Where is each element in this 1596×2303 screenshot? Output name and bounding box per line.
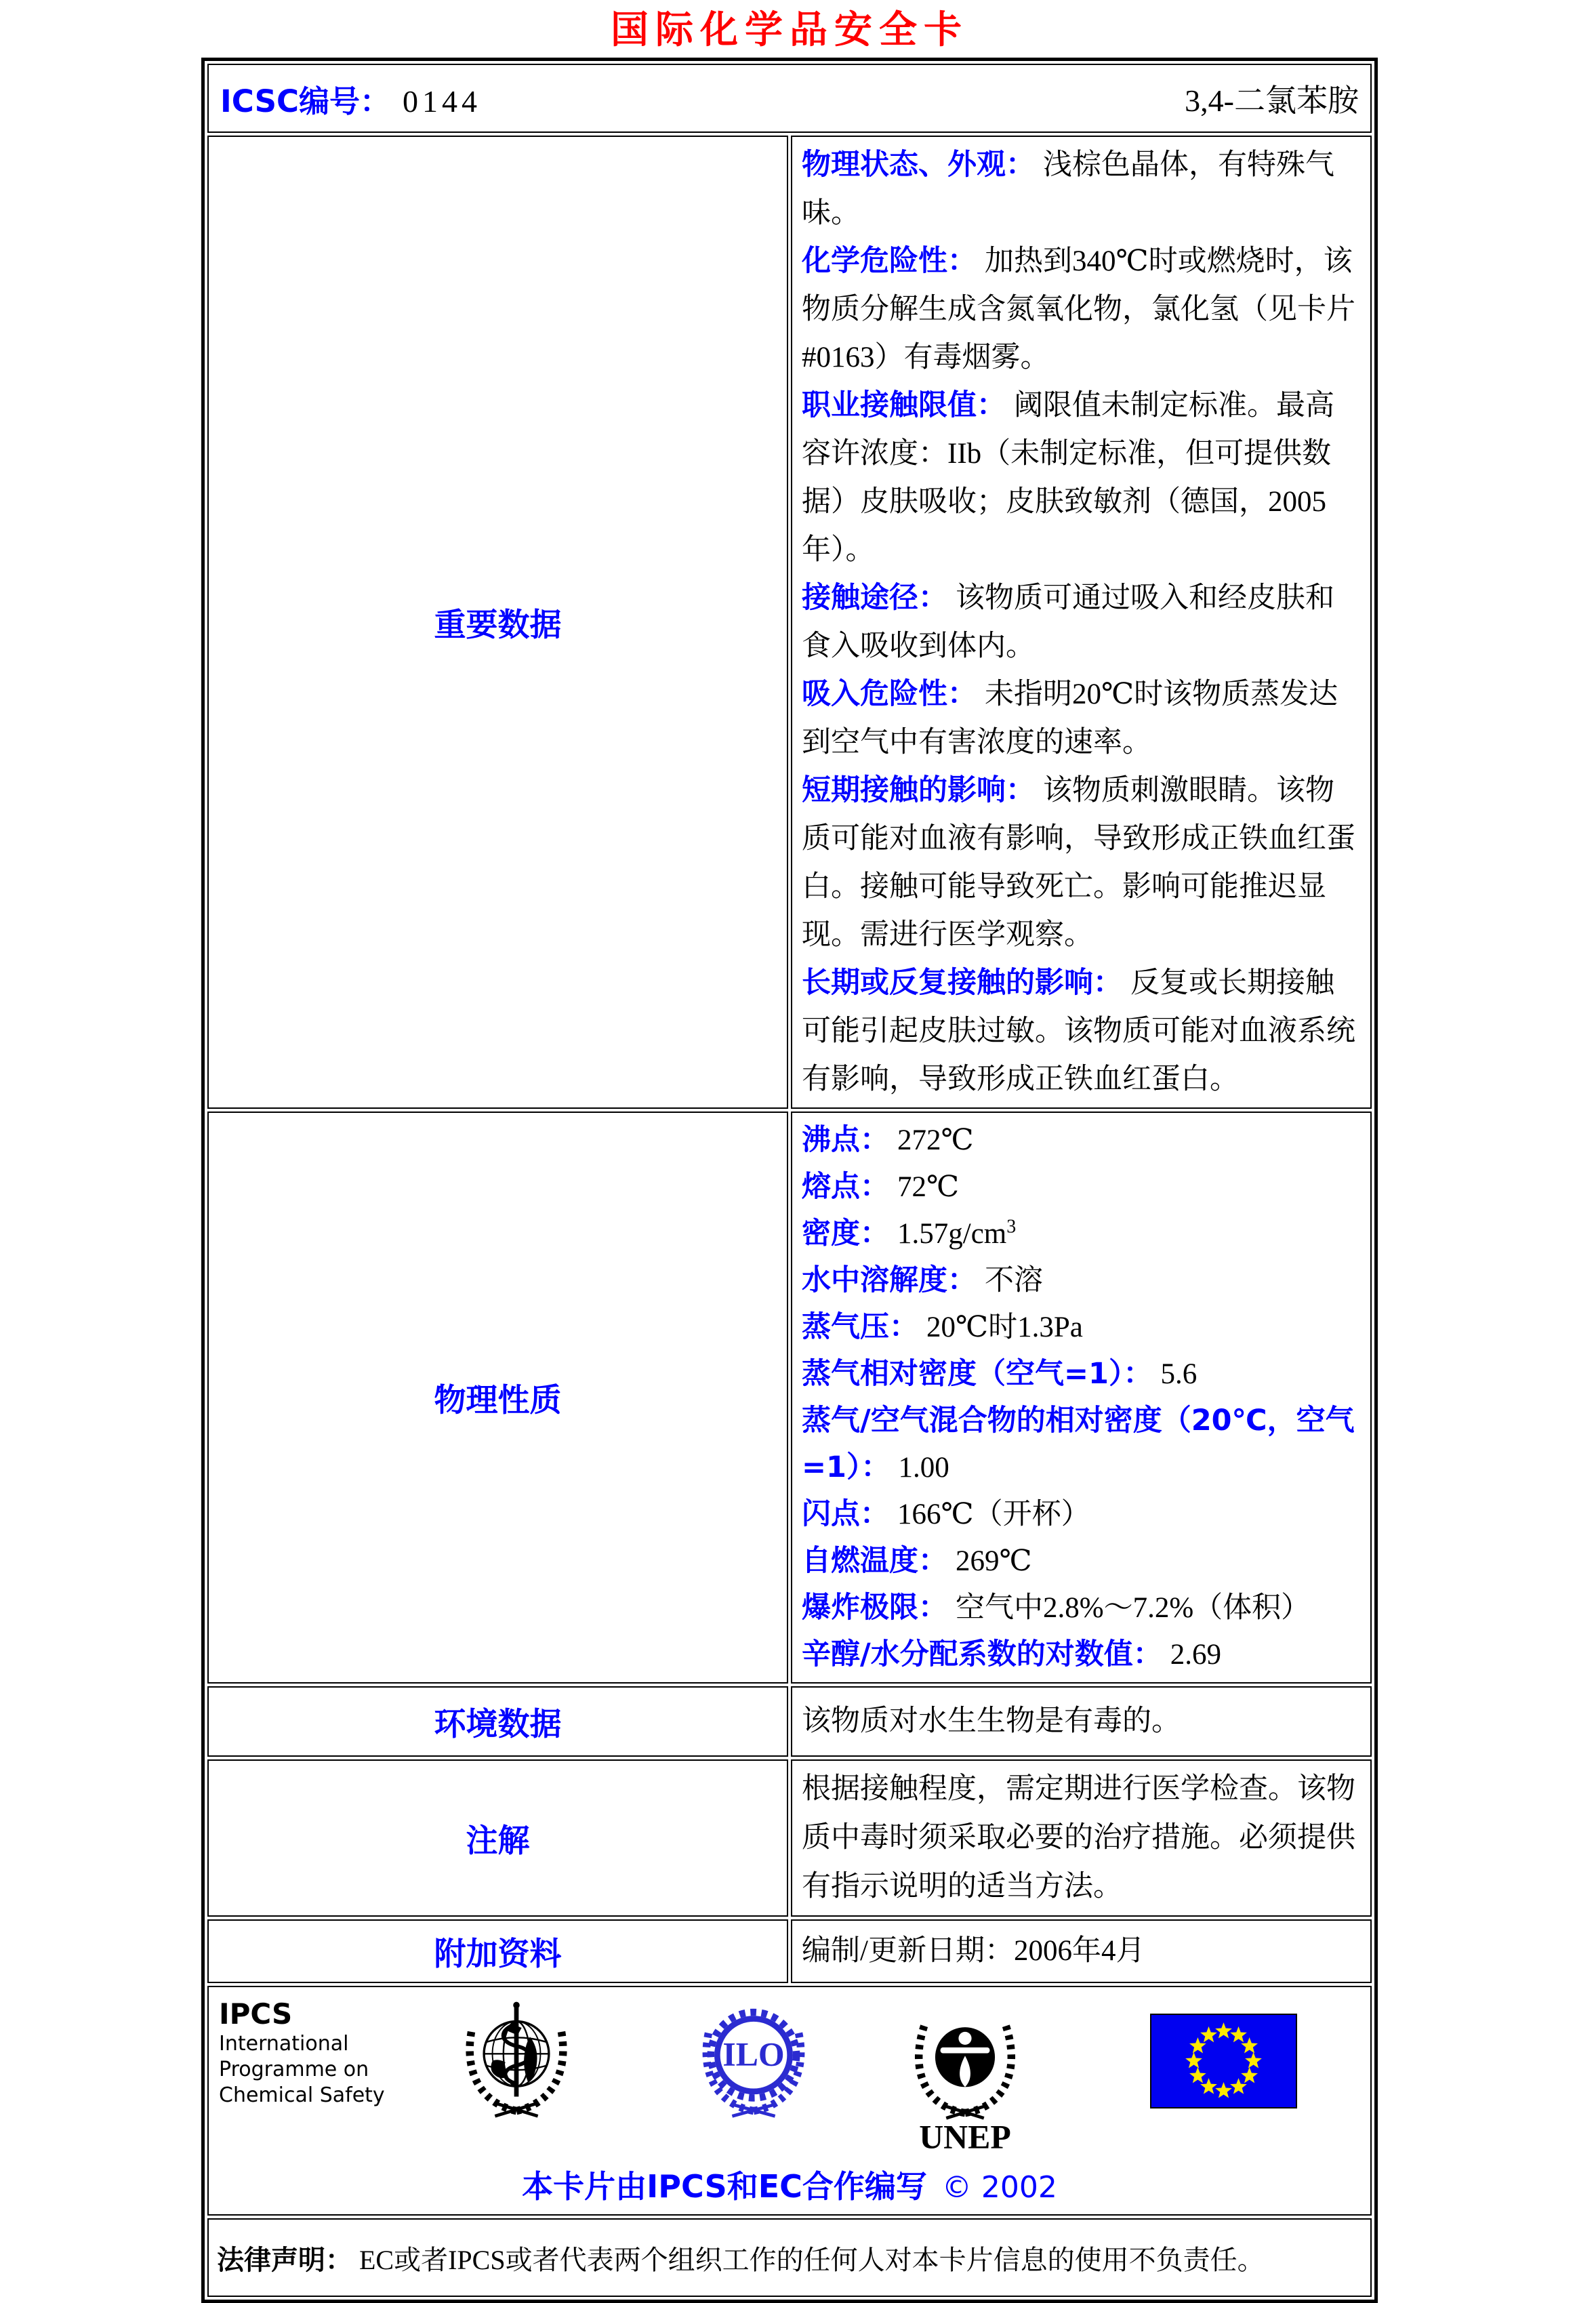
field-value: 该物质可通过吸入和经皮肤和食入吸收到体内。 [802, 582, 1334, 662]
copyright-text: © 2002 [941, 2170, 1057, 2205]
credit-line [209, 2162, 1370, 2207]
field-label: 水中溶解度： [802, 1263, 977, 1297]
field-value: 1.00 [898, 1452, 949, 1484]
data-field [802, 670, 1361, 767]
data-field [802, 1257, 1361, 1304]
ilo-letters: ILO [722, 2035, 785, 2073]
legal-cell [207, 2218, 1372, 2297]
ipcs-full-line: Chemical Safety [219, 2083, 385, 2107]
icsc-number-label: ICSC编号： [220, 83, 391, 119]
environmental-data-section-label [207, 1686, 788, 1757]
ipcs-full-line: International [219, 2032, 349, 2056]
ipcs-block [213, 1997, 417, 2108]
field-label: 爆炸极限： [802, 1591, 947, 1625]
footer-row [207, 1986, 1372, 2216]
important-data-items [802, 141, 1361, 1103]
field-label: 接触途径： [802, 581, 947, 615]
legal-text: EC或者IPCS或者代表两个组织工作的任何人对本卡片信息的使用不负责任。 [359, 2244, 1265, 2275]
icsc-number-group [220, 77, 481, 121]
section-label-text: 环境数据 [434, 1705, 562, 1743]
important-data-row [207, 136, 1372, 1109]
field-label: 沸点： [802, 1123, 889, 1157]
credit-text: 本卡片由IPCS和EC合作编写 [522, 2168, 927, 2205]
field-label: 自燃温度： [802, 1544, 947, 1578]
field-label: 蒸气/空气混合物的相对密度（20℃，空气=1）： [802, 1404, 1355, 1484]
icsc-number-value: 0144 [403, 83, 482, 119]
notes-content-cell [791, 1759, 1372, 1917]
notes-text: 根据接触程度，需定期进行医学检查。该物质中毒时须采取必要的治疗措施。必须提供有指示说明的适当方法。 [802, 1773, 1355, 1902]
data-field [802, 767, 1361, 959]
icsc-card-table [201, 58, 1378, 2303]
header-row [207, 64, 1372, 133]
notes-section-label [207, 1759, 788, 1917]
field-value: 未指明20℃时该物质蒸发达到空气中有害浓度的速率。 [802, 678, 1338, 758]
field-value: 该物质刺激眼睛。该物质可能对血液有影响，导致形成正铁血红蛋白。接触可能导致死亡。影响可能推迟显现。需进行医学观察。 [802, 775, 1355, 951]
field-label: 短期接触的影响： [802, 773, 1035, 807]
environmental-data-row [207, 1686, 1372, 1757]
field-label: 蒸气相对密度（空气=1）： [802, 1357, 1153, 1391]
field-label: 闪点： [802, 1497, 889, 1531]
field-label: 蒸气压： [802, 1310, 918, 1344]
who-logo-icon [455, 1997, 578, 2123]
data-field [802, 382, 1361, 574]
field-value: 浅棕色晶体，有特殊气味。 [802, 149, 1334, 229]
logo-strip [209, 1988, 1370, 2158]
eu-flag-icon [1150, 2014, 1297, 2112]
field-value: 加热到340℃时或燃烧时，该物质分解生成含氮氧化物，氯化氢（见卡片#0163）有毒烟雾。 [802, 245, 1355, 373]
data-field [802, 237, 1361, 382]
additional-info-row [207, 1919, 1372, 1983]
data-field [802, 574, 1361, 670]
field-value: 阈限值未制定标准。最高容许浓度：IIb（未制定标准，但可提供数据）皮肤吸收；皮肤致敏剂（德国，2005年）。 [802, 390, 1334, 566]
footer-cell [207, 1986, 1372, 2216]
update-date-value: 2006年4月 [1013, 1935, 1145, 1967]
section-label-text: 注解 [466, 1822, 530, 1860]
field-value: 空气中2.8%～7.2%（体积） [956, 1592, 1311, 1624]
field-label: 职业接触限值： [802, 388, 1006, 422]
unep-letters: UNEP [919, 2118, 1011, 2156]
data-field [802, 1117, 1361, 1164]
ipcs-full-line: Programme on [219, 2058, 369, 2081]
header-cell [207, 64, 1372, 133]
legal-label: 法律声明： [217, 2244, 352, 2276]
unep-logo-icon [903, 1997, 1027, 2158]
data-field [802, 1491, 1361, 1538]
field-label: 长期或反复接触的影响： [802, 966, 1122, 1000]
field-label: 辛醇/水分配系数的对数值： [802, 1637, 1162, 1671]
physical-properties-section-label [207, 1112, 788, 1684]
important-data-content-cell [791, 136, 1372, 1109]
section-label-text: 附加资料 [434, 1935, 562, 1973]
data-field [802, 1210, 1361, 1257]
superscript: 3 [1006, 1216, 1017, 1238]
chemical-name: 3,4-二氯苯胺 [1185, 83, 1359, 118]
data-field [802, 1538, 1361, 1585]
physical-properties-items [802, 1117, 1361, 1678]
physical-properties-row [207, 1112, 1372, 1684]
field-value: 2.69 [1170, 1639, 1221, 1671]
field-value: 5.6 [1160, 1358, 1198, 1390]
field-label: 化学危险性： [802, 244, 977, 278]
data-field [802, 959, 1361, 1103]
data-field [802, 141, 1361, 237]
page-title: 国际化学品安全卡 [611, 8, 968, 52]
legal-row [207, 2218, 1372, 2297]
data-field [802, 1164, 1361, 1210]
important-data-section-label [207, 136, 788, 1109]
field-value: 20℃时1.3Pa [926, 1311, 1083, 1343]
notes-row [207, 1759, 1372, 1917]
additional-info-text [802, 1929, 1361, 1974]
field-value: 72℃ [897, 1171, 960, 1203]
environmental-data-text: 该物质对水生生物是有毒的。 [802, 1705, 1181, 1737]
field-value: 166℃（开杯） [897, 1499, 1090, 1530]
field-value: 反复或长期接触可能引起皮肤过敏。该物质可能对血液系统有影响，导致形成正铁血红蛋白。 [802, 967, 1355, 1095]
data-field [802, 1585, 1361, 1631]
environmental-data-content-cell [791, 1686, 1372, 1757]
section-label-text: 重要数据 [434, 606, 562, 644]
physical-properties-content-cell [791, 1112, 1372, 1684]
additional-info-content-cell [791, 1919, 1372, 1983]
field-value: 1.57g/cm [897, 1218, 1007, 1250]
data-field [802, 1398, 1361, 1491]
additional-info-section-label [207, 1919, 788, 1983]
data-field [802, 1304, 1361, 1351]
field-label: 密度： [802, 1217, 889, 1250]
update-date-label: 编制/更新日期： [802, 1935, 1014, 1967]
field-value: 不溶 [985, 1265, 1043, 1297]
field-value: 272℃ [897, 1124, 974, 1156]
field-label: 吸入危险性： [802, 677, 977, 711]
field-label: 熔点： [802, 1170, 889, 1204]
ipcs-abbr: IPCS [219, 1997, 293, 2031]
data-field [802, 1631, 1361, 1678]
section-label-text: 物理性质 [434, 1381, 562, 1419]
field-label: 物理状态、外观： [802, 148, 1035, 182]
field-value: 269℃ [956, 1545, 1032, 1577]
ilo-logo-icon [692, 1997, 815, 2123]
data-field [802, 1351, 1361, 1398]
